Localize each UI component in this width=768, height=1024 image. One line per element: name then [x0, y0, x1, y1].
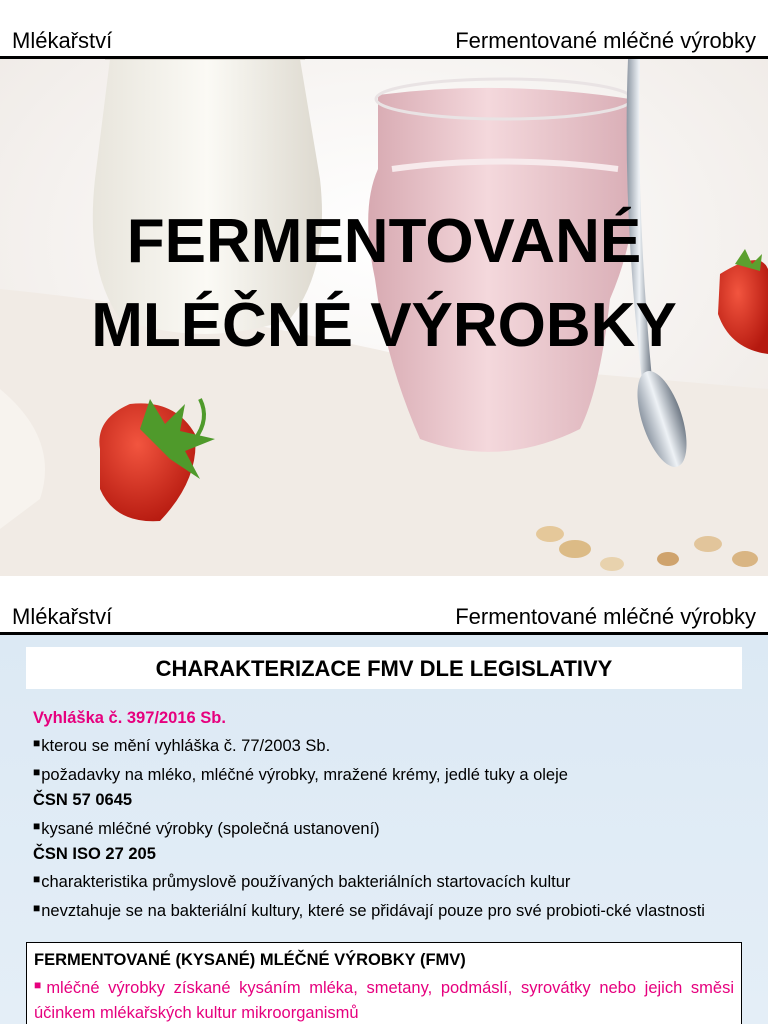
bullet-icon: ■: [34, 978, 46, 992]
list-item: [33, 867, 738, 895]
slide-header: [0, 0, 768, 60]
title-line-2: MLÉČNÉ VÝROBKY: [91, 291, 677, 360]
header-divider: [0, 56, 768, 59]
list-item-text: požadavky na mléko, mléčné výrobky, mražené krémy, jedlé tuky a oleje: [41, 765, 568, 784]
bullet-icon: ■: [33, 872, 41, 887]
bullet-icon: ■: [33, 900, 41, 915]
title-line-1: FERMENTOVANÉ: [126, 207, 642, 276]
list-item-text: charakteristika průmyslově používaných bakteriálních startovacích kultur: [41, 873, 571, 892]
fmv-title: FERMENTOVANÉ (KYSANÉ) MLÉČNÉ VÝROBKY (FMV): [34, 951, 466, 969]
list-item: [33, 731, 738, 759]
header-right-label: Fermentované mléčné výrobky: [455, 28, 756, 53]
bullet-icon: ■: [33, 736, 41, 751]
header-left-label: Mlékařství: [12, 604, 113, 629]
list-item: [33, 760, 738, 788]
slide-header: [0, 576, 768, 636]
header-divider: [0, 632, 768, 635]
list-item-text: kysané mléčné výrobky (společná ustanovení): [41, 819, 380, 838]
law-title-2: ČSN 57 0645: [33, 791, 133, 810]
fmv-definition-box: [26, 942, 742, 1024]
slide-title: [0, 200, 768, 368]
fmv-definition-text: mléčné výrobky získané kysáním mléka, smetany, podmáslí, syrovátky nebo jejich směsi účinkem mlékařských kultur mikroorganismů: [34, 979, 734, 1022]
law-title-1: Vyhláška č. 397/2016 Sb.: [33, 709, 226, 727]
bullet-icon: ■: [33, 764, 41, 779]
section-title: CHARAKTERIZACE FMV DLE LEGISLATIVY: [26, 647, 742, 689]
list-item: [33, 814, 738, 842]
list-item: [33, 896, 738, 924]
fmv-definition: [34, 973, 734, 1024]
list-item-text: kterou se mění vyhláška č. 77/2003 Sb.: [41, 737, 331, 756]
header-right-label: Fermentované mléčné výrobky: [455, 604, 756, 629]
header-left-label: Mlékařství: [12, 28, 113, 53]
legislation-slide: [0, 576, 768, 1024]
list-item-text: nevztahuje se na bakteriální kultury, které se přidávají pouze pro své probioti-cké vlastnosti: [41, 901, 705, 920]
bullet-icon: ■: [33, 818, 41, 833]
law-title-3: ČSN ISO 27 205: [33, 845, 156, 864]
legislation-list: [33, 706, 738, 924]
